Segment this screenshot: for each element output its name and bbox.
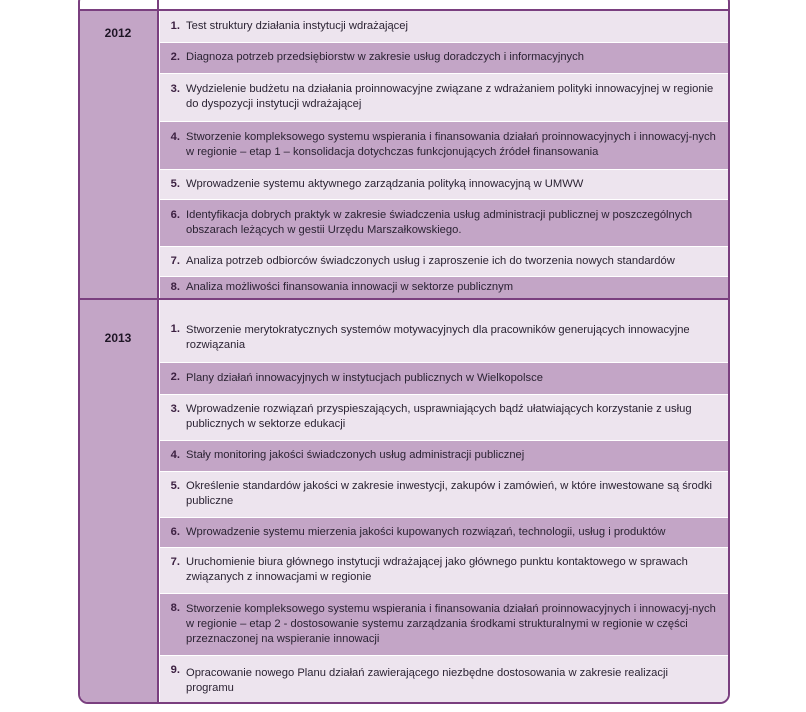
- plan-table: [78, 0, 730, 704]
- column-divider: [157, 0, 159, 702]
- table-row: [160, 517, 728, 547]
- item-text: Uruchomienie biura głównego instytucji wdrażającej jako głównego punktu kontaktowego w sprawach związanych z innowacjami w regionie: [186, 556, 688, 583]
- item-number: 5.: [170, 480, 180, 492]
- year-column-2012: [80, 11, 158, 298]
- item-text: Stały monitoring jakości świadczonych usług administracji publicznej: [186, 449, 525, 461]
- item-number: 9.: [170, 664, 180, 676]
- table-row: [160, 440, 728, 471]
- table-row: [160, 121, 728, 169]
- item-number: 6.: [170, 209, 180, 221]
- item-number: 3.: [170, 403, 180, 415]
- table-row: [160, 73, 728, 121]
- item-text: Diagnoza potrzeb przedsiębiorstw w zakresie usług doradczych i informacyjnych: [186, 51, 584, 63]
- item-number: 4.: [170, 449, 180, 461]
- table-row: [160, 362, 728, 394]
- item-number: 1.: [170, 323, 180, 335]
- table-row: [160, 276, 728, 298]
- table-row: [160, 547, 728, 593]
- item-text: Stworzenie merytokratycznych systemów motywacyjnych dla pracowników generujących innowacyjne rozwiązania: [186, 324, 690, 351]
- item-text: Opracowanie nowego Planu działań zawierającego niezbędne dostosowania w zakresie realizacji programu: [186, 666, 668, 694]
- item-text: Analiza potrzeb odbiorców świadczonych usług i zaproszenie ich do tworzenia nowych standardów: [186, 254, 675, 267]
- item-number: 7.: [170, 255, 180, 267]
- year-label: 2013: [104, 331, 132, 345]
- table-row: [160, 42, 728, 73]
- year-label: 2012: [104, 26, 132, 40]
- table-row: [160, 655, 728, 704]
- item-number: 6.: [170, 526, 180, 538]
- item-text: Plany działań innowacyjnych w instytucjach publicznych w Wielkopolsce: [186, 371, 543, 384]
- table-row: [160, 169, 728, 199]
- table-row: [160, 300, 728, 362]
- item-text: Wprowadzenie rozwiązań przyspieszających, usprawniających bądź ułatwiających korzystanie z usług publicznych w sektorze edukacji: [186, 403, 692, 430]
- table-row: [160, 593, 728, 655]
- item-number: 7.: [170, 556, 180, 568]
- table-row: [160, 394, 728, 440]
- table-row: [160, 11, 728, 42]
- item-number: 4.: [170, 131, 180, 143]
- item-text: Stworzenie kompleksowego systemu wspierania i finansowania działań proinnowacyjnych i innowacyj-nych w regionie – etap 1 – konsolidacja dotychczas funkcjonujących źródeł finansowania: [186, 131, 716, 158]
- item-text: Analiza możliwości finansowania innowacji w sektorze publicznym: [186, 280, 514, 293]
- item-text: Określenie standardów jakości w zakresie inwestycji, zakupów i zamówień, w które inwestowane są środki publiczne: [186, 480, 713, 507]
- item-number: 2.: [170, 51, 180, 63]
- table-row: [160, 199, 728, 246]
- item-text: Wprowadzenie systemu aktywnego zarządzania polityką innowacyjną w UMWW: [186, 177, 584, 190]
- item-text: Wydzielenie budżetu na działania proinnowacyjne związane z wdrażaniem polityki innowacyjnej w regionie do dyspozycji instytucji wdrażającej: [186, 83, 714, 110]
- item-number: 2.: [170, 371, 180, 383]
- item-number: 5.: [170, 178, 180, 190]
- item-text: Identyfikacja dobrych praktyk w zakresie świadczenia usług administracji publicznej w poszczególnych obszarach leżących w gestii Urzędu Marszałkowskiego.: [186, 208, 693, 236]
- item-number: 8.: [170, 281, 180, 293]
- table-row: [160, 246, 728, 276]
- item-text: Wprowadzenie systemu mierzenia jakości kupowanych rozwiązań, technologii, usług i produktów: [186, 525, 666, 538]
- item-number: 3.: [170, 83, 180, 95]
- item-number: 1.: [170, 20, 180, 32]
- table-row: [160, 471, 728, 517]
- item-text: Test struktury działania instytucji wdrażającej: [186, 20, 408, 32]
- item-text: Stworzenie kompleksowego systemu wspierania i finansowania działań proinnowacyjnych i innowacyj-nych w regionie – etap 2 - dostosowanie systemu zarządzania środkami strukturalnymi w regionie w części przeznaczonej na wspieranie innowacji: [186, 602, 716, 645]
- item-number: 8.: [170, 602, 180, 614]
- year-column-2013: [80, 300, 158, 704]
